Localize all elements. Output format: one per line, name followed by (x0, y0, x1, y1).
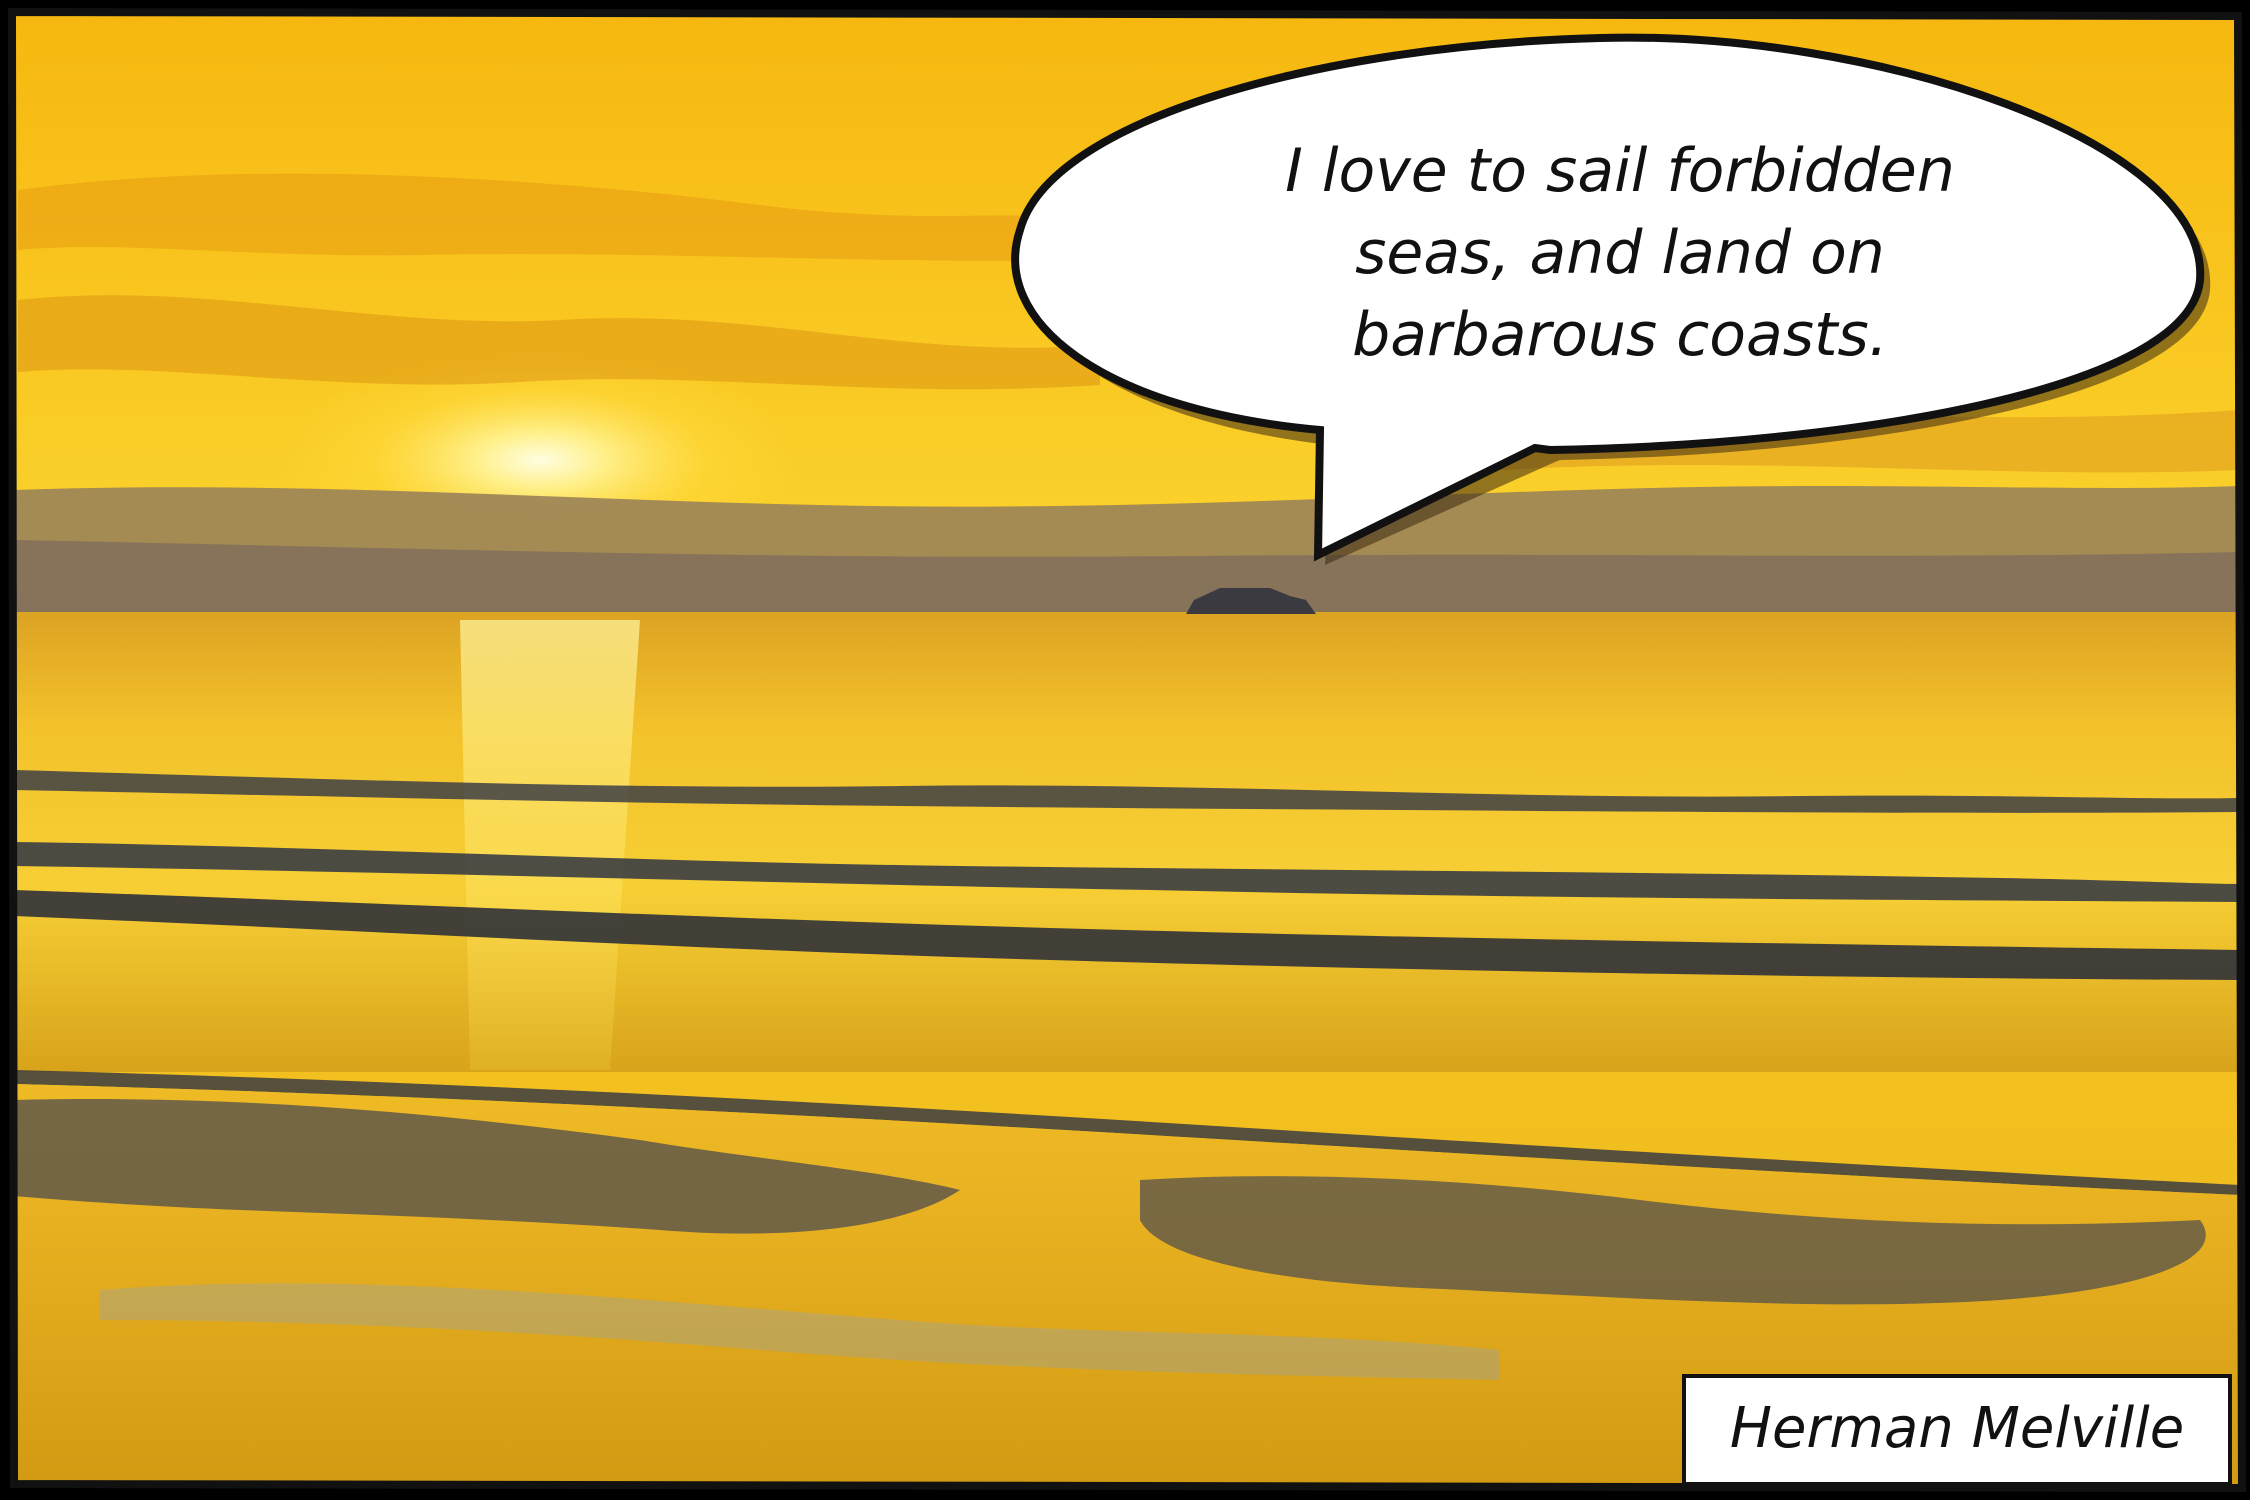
speech-line-2: seas, and land on (1355, 218, 1885, 288)
sun-reflection (460, 620, 640, 1070)
sea (14, 612, 2240, 1072)
speech-line-3: barbarous coasts. (1352, 300, 1888, 370)
author-caption-box (1682, 1374, 2232, 1486)
author-name: Herman Melville (1729, 1396, 2185, 1461)
speech-bubble-text (1180, 130, 2060, 376)
speech-line-1: I love to sail forbidden (1285, 136, 1955, 206)
